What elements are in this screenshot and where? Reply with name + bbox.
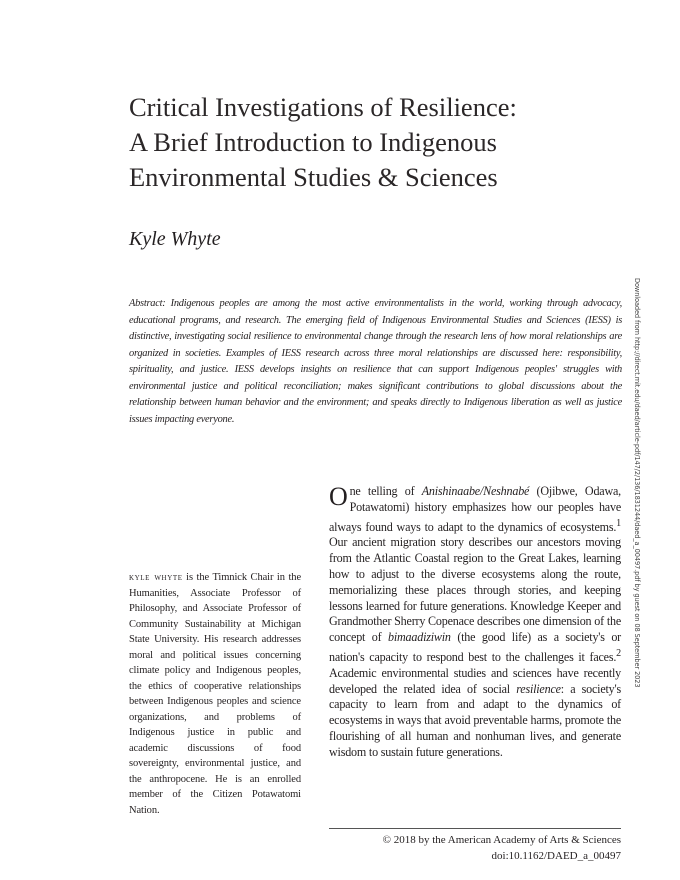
abstract: Abstract: Indigenous peoples are among the most active environmentalists in the world, working through advocacy, educational programs, and research. The emerging field of Indigenous Environmental Studies and Sciences (IESS) is distinctive, investigating social resilience to environmental change through the research lens of how moral relationships are organized in societies. Examples of IESS research across three moral relationships are discussed here: responsibility, spirituality, and justice. IESS develops insights on resilience that can support Indigenous peoples' struggles with environmental justice and political reconciliation; makes significant contributions to global discussions about the relationship between human behavior and the environment; and speaks directly to Indigenous liberation as well as justice issues impacting everyone. [129, 298, 622, 425]
author-bio [129, 570, 301, 818]
body-segment-6: : a society's capacity to learn from and adapt to the dynamics of ecosystems in ways that avoid preventable harms, promote the flourishing of all human and nonhuman lives, and generate wisdom to sustain future generations. [329, 681, 621, 759]
doi-link[interactable]: doi:10.1162/DAED_a_00497 [491, 850, 621, 862]
body-segment-3: Our ancient migration story describes our ancestors moving from the Atlantic Coastal region to the Great Lakes, learning how to adjust to the diverse ecosystems along the route, memorializing these places through stories, and keeping lessons learned for future generations. Knowledge Keeper and Grandmother Sherry Copenace describes one dimension of the concept of [329, 535, 621, 645]
body-segment-1: ne telling of [349, 484, 422, 498]
title-line-3: Environmental Studies & Sciences [129, 162, 498, 192]
body-segment-4: (the good life) as a society's or nation's capacity to respond best to the challenges it faces. [329, 630, 621, 665]
drop-cap: O [329, 482, 348, 511]
title-line-1: Critical Investigations of Resilience: [129, 92, 517, 122]
author-name: Kyle Whyte [129, 228, 221, 250]
body-segment-5: Academic environmental studies and sciences have recently developed the related idea of social [329, 665, 621, 696]
footer-rule [329, 828, 621, 829]
footnote-ref-1[interactable]: 1 [616, 517, 621, 529]
title-line-2: A Brief Introduction to Indigenous [129, 127, 497, 157]
body-segment-2: (Ojibwe, Odawa, Potawatomi) history emphasizes how our peoples have always found ways to adapt to the dynamics of ecosystems. [329, 484, 621, 534]
body-term-resilience: resilience [516, 681, 561, 696]
body-term-anishinaabe: Anishinaabe/Neshnabé [421, 484, 530, 498]
footer-info [383, 832, 621, 864]
download-notice-text: Downloaded from http://direct.mit.edu/daed/article-pdf/147/2/136/1831244/daed_a_00497.pdf by guest on 08 September 2023 [633, 278, 641, 688]
body-text [329, 484, 621, 761]
article-title [129, 90, 599, 195]
bio-text: is the Timnick Chair in the Humanities, Associate Professor of Philosophy, and Associate Professor of Community Sustainability at Michigan State University. His research addresses moral and political issues concerning climate policy and Indigenous peoples, the ethics of cooperative relationships between Indigenous peoples and science organizations, and problems of Indigenous justice in public and academic discussions of food sovereignty, environmental justice, and the anthropocene. He is an enrolled member of the Citizen Potawatomi Nation. [129, 572, 301, 816]
footnote-ref-2[interactable]: 2 [616, 648, 621, 659]
copyright-notice: © 2018 by the American Academy of Arts & Sciences [382, 834, 621, 846]
download-notice [632, 278, 642, 696]
bio-author-name: kyle whyte [129, 572, 183, 583]
body-term-bimaadiziwin: bimaadiziwin [387, 630, 451, 645]
